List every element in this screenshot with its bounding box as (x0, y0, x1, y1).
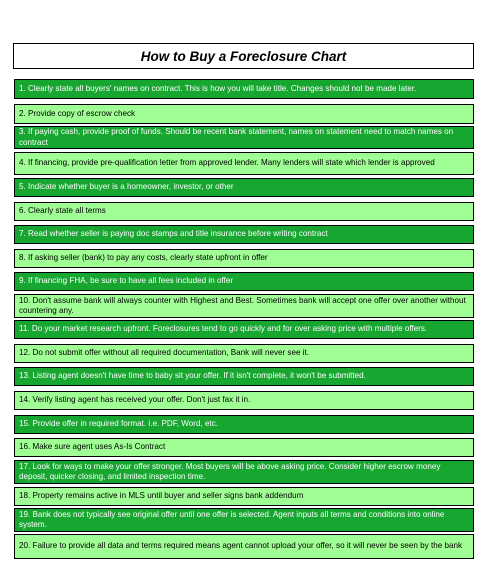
step-item (14, 391, 474, 410)
step-item (14, 178, 474, 197)
step-item (14, 320, 474, 339)
step-text: 3. If paying cash, provide proof of funds. Should be recent bank statement, names on statement need to match names on contract (19, 127, 454, 147)
step-text: 6. Clearly state all terms (19, 206, 106, 216)
step-text: 11. Do your market research upfront. Foreclosures tend to go quickly and for over asking price with multiple offers. (19, 324, 428, 334)
step-text: 14. Verify listing agent has received your offer. Don't just fax it in. (19, 395, 251, 405)
step-item (14, 438, 474, 457)
step-text: 5. Indicate whether buyer is a homeowner, investor, or other (19, 182, 234, 192)
step-item (14, 126, 474, 149)
step-item (14, 79, 474, 99)
step-text: 2. Provide copy of escrow check (19, 108, 136, 118)
step-text: 10. Don't assume bank will always counter with Highest and Best. Sometimes bank will accept one offer over another without countering any. (19, 295, 466, 315)
step-item (14, 152, 474, 175)
step-item (14, 104, 474, 124)
step-item (14, 249, 474, 268)
step-text: 1. Clearly state all buyers' names on contract. This is how you will take title. Changes should not be made later. (19, 83, 417, 93)
step-text: 18. Property remains active in MLS until buyer and seller signs bank addendum (19, 491, 304, 501)
step-text: 17. Look for ways to make your offer stronger. Most buyers will be above asking price. Consider higher escrow money deposit, quicker closing, and limited inspection time. (19, 461, 441, 481)
step-text: 8. If asking seller (bank) to pay any costs, clearly state upfront in offer (19, 253, 268, 263)
step-item (14, 534, 474, 559)
step-item (14, 202, 474, 221)
step-text: 20. Failure to provide all data and terms required means agent cannot upload your offer, so it will never be seen by the bank (19, 541, 463, 551)
step-item (14, 460, 474, 484)
step-text: 9. If financing FHA, be sure to have all fees included in offer (19, 276, 234, 286)
step-item (14, 487, 474, 506)
step-item (14, 508, 474, 532)
step-text: 7. Read whether seller is paying doc stamps and title insurance before writing contract (19, 229, 328, 239)
step-item (14, 415, 474, 434)
step-text: 16. Make sure agent uses As-Is Contract (19, 442, 166, 452)
step-item (14, 272, 474, 291)
step-item (14, 225, 474, 244)
step-text: 4. If financing, provide pre-qualification letter from approved lender. Many lenders will state which lender is approved (19, 158, 435, 168)
step-text: 15. Provide offer in required format. i.e. PDF, Word, etc. (19, 419, 218, 429)
step-text: 19. Bank does not typically see original offer until one offer is selected. Agent inputs all terms and conditions into online system. (19, 509, 445, 529)
chart-title: How to Buy a Foreclosure Chart (13, 43, 474, 69)
step-item (14, 367, 474, 386)
step-text: 12. Do not submit offer without all required documentation, Bank will never see it. (19, 348, 310, 358)
step-item (14, 294, 474, 318)
step-item (14, 344, 474, 363)
step-text: 13. Listing agent doesn't have time to baby sit your offer. If it isn't complete, it won't be submitted. (19, 371, 366, 381)
